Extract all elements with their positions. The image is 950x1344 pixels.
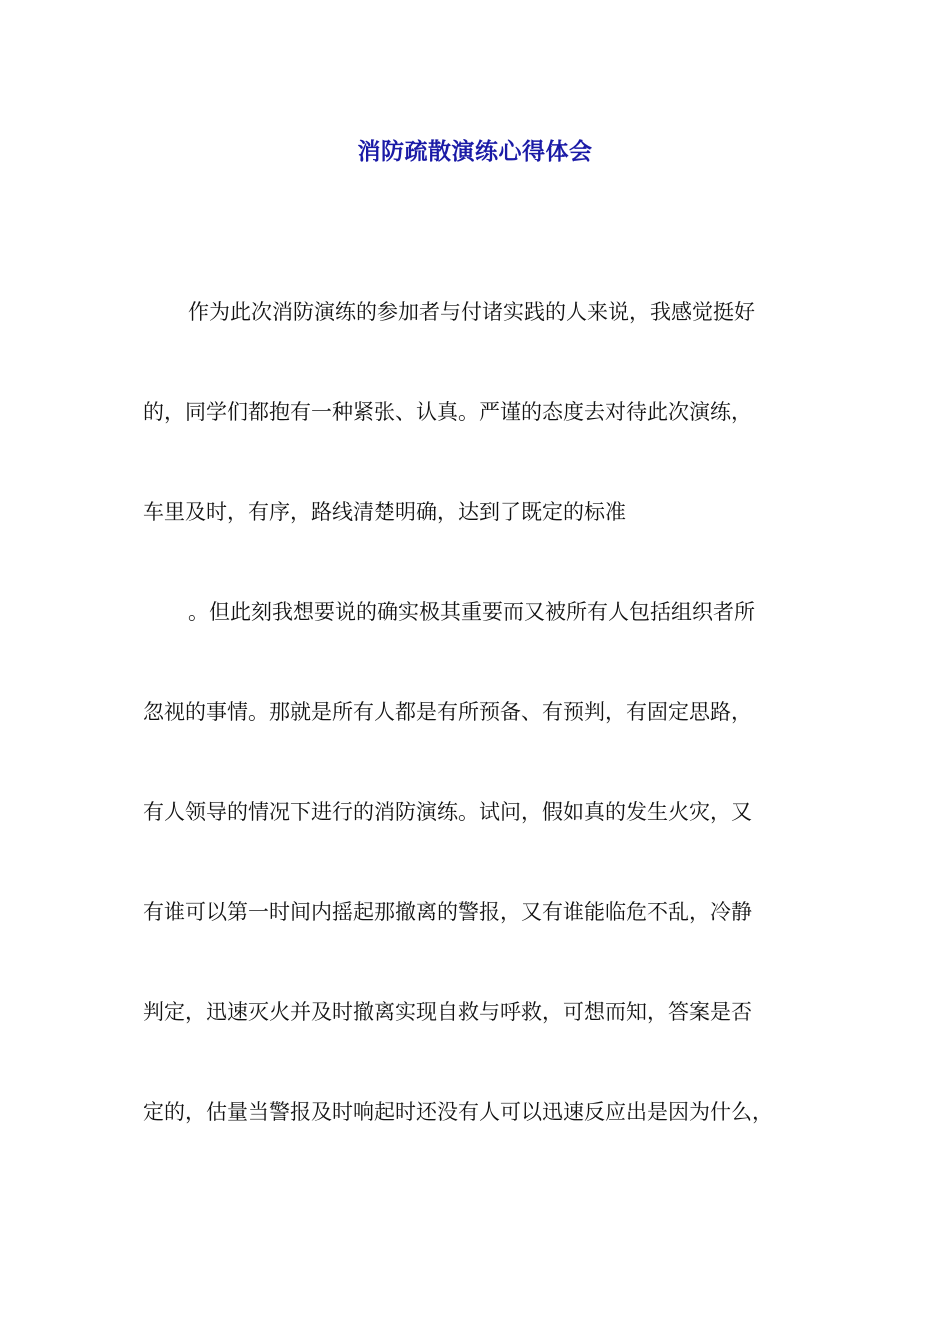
paragraph-line-8: 判定，迅速灭火并及时撤离实现自救与呼救，可想而知，答案是否: [143, 1000, 752, 1024]
paragraph-line-5: 忽视的事情。那就是所有人都是有所预备、有预判，有固定思路，: [143, 700, 752, 724]
paragraph-line-4: 。但此刻我想要说的确实极其重要而又被所有人包括组织者所: [188, 600, 755, 624]
paragraph-line-6: 有人领导的情况下进行的消防演练。试问，假如真的发生火灾，又: [143, 800, 752, 824]
paragraph-line-1: 作为此次消防演练的参加者与付诸实践的人来说，我感觉挺好: [188, 300, 755, 324]
paragraph-line-3: 车里及时，有序，路线清楚明确，达到了既定的标准: [143, 500, 626, 524]
paragraph-line-9: 定的，估量当警报及时响起时还没有人可以迅速反应出是因为什么，: [143, 1100, 773, 1124]
paragraph-line-7: 有谁可以第一时间内摇起那撤离的警报，又有谁能临危不乱，冷静: [143, 900, 752, 924]
document-title: 消防疏散演练心得体会: [357, 139, 593, 165]
paragraph-line-2: 的，同学们都抱有一种紧张、认真。严谨的态度去对待此次演练，: [143, 400, 752, 424]
